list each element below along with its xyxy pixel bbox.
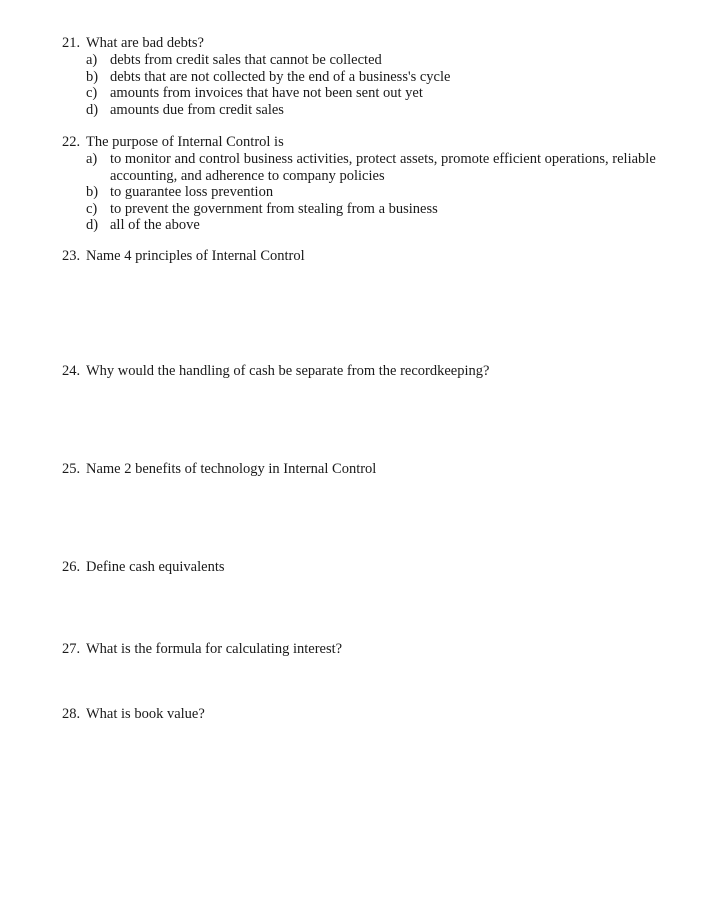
option-letter: a) — [86, 151, 98, 167]
question-23 — [62, 248, 662, 265]
question-text: Name 2 benefits of technology in Internal Control — [86, 461, 377, 477]
option-c — [86, 201, 662, 218]
option-text: amounts from invoices that have not been sent out yet — [110, 85, 423, 101]
question-number: 28. — [62, 706, 81, 722]
option-letter: b) — [86, 68, 99, 85]
question-25 — [62, 461, 662, 478]
question-text: The purpose of Internal Control is — [86, 134, 284, 150]
option-text: to prevent the government from stealing from a business — [110, 200, 438, 217]
question-24 — [62, 363, 662, 380]
answer-options — [86, 52, 662, 118]
option-a — [86, 52, 662, 69]
question-27 — [62, 641, 662, 658]
option-letter: a) — [86, 52, 98, 68]
option-text: to guarantee loss prevention — [110, 184, 274, 200]
question-text: Why would the handling of cash be separate from the recordkeeping? — [86, 363, 490, 379]
question-text: Define cash equivalents — [86, 559, 225, 575]
option-b — [86, 184, 662, 201]
question-26 — [62, 559, 662, 576]
option-text: amounts due from credit sales — [110, 101, 284, 118]
option-d — [86, 217, 662, 234]
question-number: 27. — [62, 641, 81, 657]
option-a — [86, 151, 662, 184]
option-d — [86, 102, 662, 119]
question-number: 22. — [62, 134, 81, 150]
question-text: What are bad debts? — [86, 35, 204, 51]
option-letter: d) — [86, 101, 99, 118]
question-number: 23. — [62, 248, 81, 264]
answer-options — [86, 151, 662, 234]
question-number: 25. — [62, 461, 81, 477]
option-text: debts from credit sales that cannot be collected — [110, 52, 382, 68]
option-text: all of the above — [110, 217, 200, 233]
option-text: debts that are not collected by the end of a business's cycle — [110, 68, 451, 85]
option-text: to monitor and control business activities, protect assets, promote efficient operations, reliable accounting, and adherence to company policies — [110, 151, 656, 184]
question-22 — [62, 134, 662, 234]
option-c — [86, 85, 662, 102]
question-number: 26. — [62, 559, 81, 575]
question-28 — [62, 706, 662, 723]
question-text: Name 4 principles of Internal Control — [86, 248, 305, 264]
option-letter: b) — [86, 184, 99, 200]
question-text: What is the formula for calculating interest? — [86, 641, 343, 657]
option-letter: c) — [86, 85, 98, 101]
option-letter: c) — [86, 200, 98, 217]
question-21 — [62, 35, 662, 118]
question-text: What is book value? — [86, 706, 205, 722]
option-b — [86, 69, 662, 86]
question-number: 21. — [62, 35, 81, 51]
option-letter: d) — [86, 217, 99, 233]
question-number: 24. — [62, 363, 81, 379]
